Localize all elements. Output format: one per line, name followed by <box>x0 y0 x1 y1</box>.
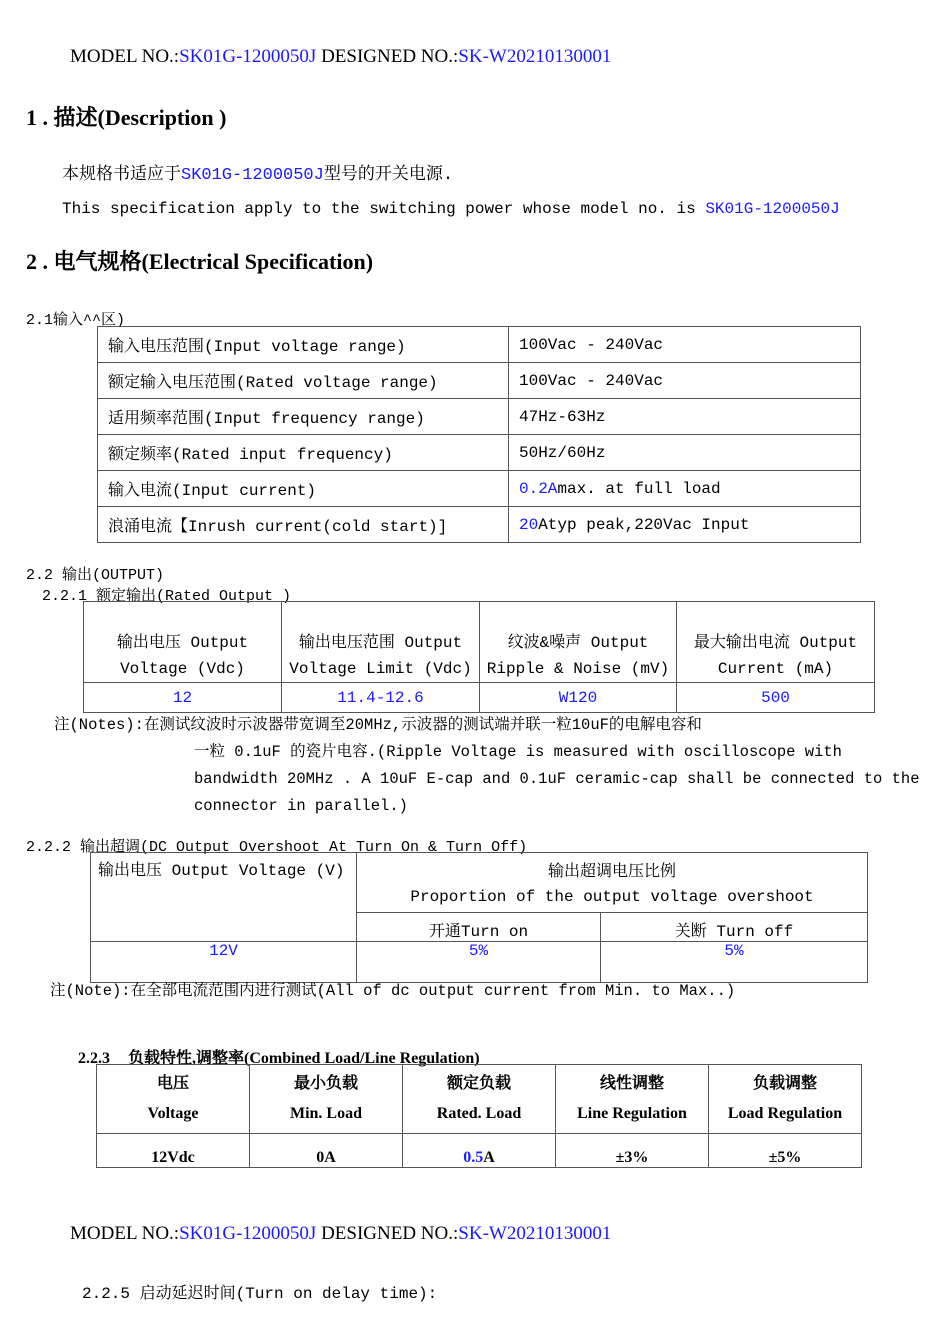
model-value: SK01G-1200050J <box>179 1223 317 1244</box>
table-cell-value: 47Hz-63Hz <box>509 399 861 435</box>
value-cell: 12Vdc <box>97 1134 250 1168</box>
input-heading: 2.1输入^^区) <box>26 312 126 329</box>
overshoot-table <box>90 852 868 983</box>
value-cell: 5% <box>357 942 601 983</box>
header-cell: 开通Turn on <box>357 913 601 942</box>
table-row <box>98 435 861 471</box>
table-cell-label: 额定输入电压范围(Rated voltage range) <box>98 363 509 399</box>
header-cell: 输出电压范围 Output Voltage Limit (Vdc) <box>282 602 480 683</box>
rated-output-table <box>83 601 875 713</box>
overshoot-heading: 2.2.2 输出超调(DC Output Overshoot At Turn On & Turn Off) <box>26 839 528 856</box>
table-row <box>91 942 868 983</box>
delay-heading: 2.2.5 启动延迟时间(Turn on delay time): <box>82 1285 438 1303</box>
table-row <box>84 683 875 713</box>
table-row <box>97 1134 862 1168</box>
table-row <box>98 471 861 507</box>
table-row <box>98 507 861 543</box>
header-cell: 负载调整 Load Regulation <box>709 1065 862 1134</box>
table-cell-label: 适用频率范围(Input frequency range) <box>98 399 509 435</box>
header-cell: 输出超调电压比例 Proportion of the output voltage overshoot <box>357 853 868 913</box>
designed-label: DESIGNED NO.: <box>316 46 459 67</box>
table-cell-value: 100Vac - 240Vac <box>509 363 861 399</box>
table-header-row <box>97 1065 862 1134</box>
designed-label: DESIGNED NO.: <box>316 1223 459 1244</box>
section2-title: 2 . 电气规格(Electrical Specification) <box>26 249 374 274</box>
designed-value: SK-W20210130001 <box>458 46 612 67</box>
value-cell: ±5% <box>709 1134 862 1168</box>
header-cell: 输出电压 Output Voltage (Vdc) <box>84 602 282 683</box>
table-cell-label: 输入电压范围(Input voltage range) <box>98 327 509 363</box>
table-row <box>98 327 861 363</box>
section1-en-text: This specification apply to the switching power whose model no. is SK01G-1200050J <box>62 200 840 218</box>
header-cell: 线性调整 Line Regulation <box>556 1065 709 1134</box>
table-cell-value: 100Vac - 240Vac <box>509 327 861 363</box>
header-cell: 最小负载 Min. Load <box>250 1065 403 1134</box>
table-row <box>98 363 861 399</box>
table-cell-value: 0.2Amax. at full load <box>509 471 861 507</box>
regulation-heading: 2.2.3 负载特性,调整率(Combined Load/Line Regulation) <box>78 1050 480 1067</box>
header-cell: 额定负载 Rated. Load <box>403 1065 556 1134</box>
table-row <box>98 399 861 435</box>
value-cell: 12 <box>84 683 282 713</box>
value-cell: 0.5A <box>403 1134 556 1168</box>
header-cell: 关断 Turn off <box>601 913 868 942</box>
model-label: MODEL NO.: <box>70 46 180 67</box>
regulation-table <box>96 1064 862 1168</box>
output-heading: 2.2 输出(OUTPUT) <box>26 567 165 584</box>
section1-title: 1 . 描述(Description ) <box>26 105 227 130</box>
table-header-row <box>84 602 875 683</box>
model-label: MODEL NO.: <box>70 1223 180 1244</box>
value-cell: W120 <box>480 683 677 713</box>
table-cell-value: 50Hz/60Hz <box>509 435 861 471</box>
value-cell: ±3% <box>556 1134 709 1168</box>
value-cell: 0A <box>250 1134 403 1168</box>
designed-value: SK-W20210130001 <box>458 1223 612 1244</box>
table-cell-value: 20Atyp peak,220Vac Input <box>509 507 861 543</box>
value-cell: 11.4-12.6 <box>282 683 480 713</box>
header-cell: 电压 Voltage <box>97 1065 250 1134</box>
value-cell: 500 <box>677 683 875 713</box>
value-cell: 5% <box>601 942 868 983</box>
header-cell: 纹波&噪声 Output Ripple & Noise (mV) <box>480 602 677 683</box>
rated-output-heading: 2.2.1 额定输出(Rated Output ) <box>42 588 292 605</box>
input-spec-table <box>97 326 861 543</box>
header-cell: 最大输出电流 Output Current (mA) <box>677 602 875 683</box>
table-header-row <box>91 853 868 913</box>
header-cell: 输出电压 Output Voltage (V) <box>91 853 357 942</box>
value-cell: 12V <box>91 942 357 983</box>
table-cell-label: 额定频率(Rated input frequency) <box>98 435 509 471</box>
table-cell-label: 浪涌电流【Inrush current(cold start)] <box>98 507 509 543</box>
overshoot-note: 注(Note):在全部电流范围内进行测试(All of dc output current from Min. to Max..) <box>50 982 736 1000</box>
section1-zh-text: 本规格书适应于SK01G-1200050J型号的开关电源. <box>62 166 454 185</box>
document-header <box>70 46 611 68</box>
model-value: SK01G-1200050J <box>179 46 317 67</box>
document-header-repeat <box>70 1223 611 1245</box>
table-cell-label: 输入电流(Input current) <box>98 471 509 507</box>
ripple-note: 注(Notes):在测试纹波时示波器带宽调至20MHz,示波器的测试端并联一粒10uF的电解电容和 一粒 0.1uF 的瓷片电容.(Ripple Voltage is measured with oscilloscope with bandwidth 20MHz . A 10uF E-cap and 0.1uF ceramic-cap shall be connected to the connector in parallel.) <box>54 716 920 815</box>
